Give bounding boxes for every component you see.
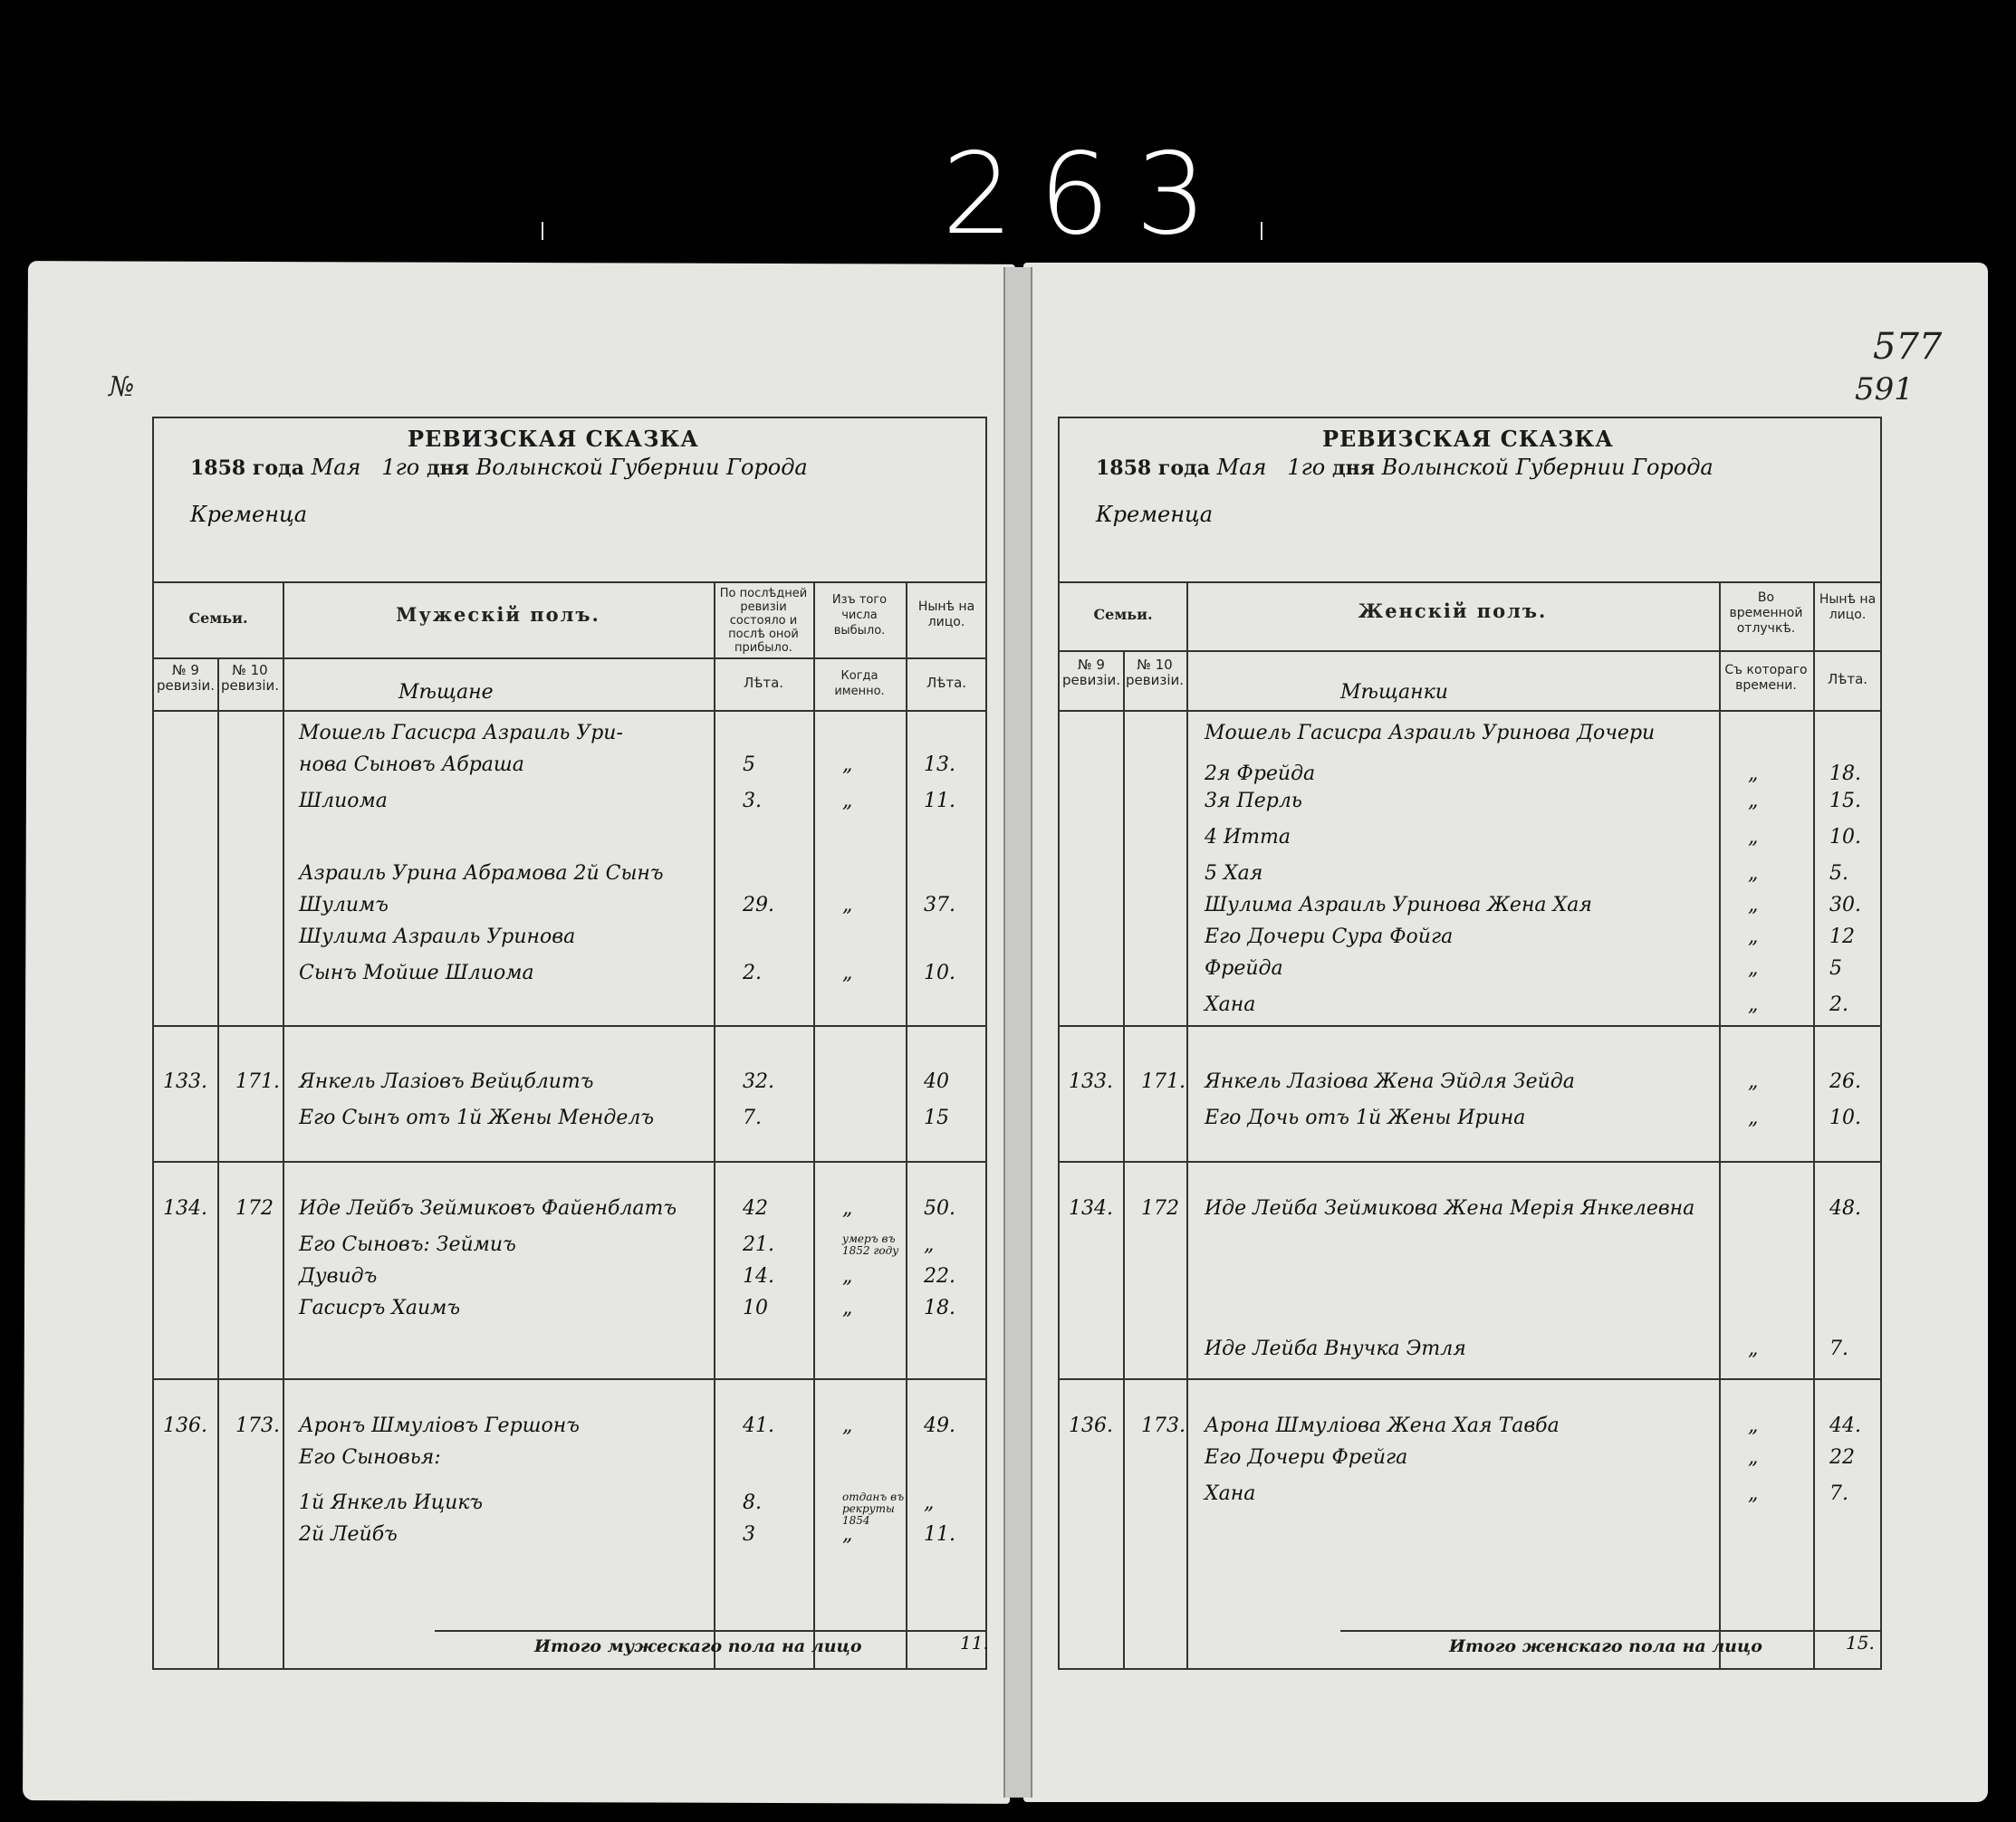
count-b: „ [842, 962, 853, 984]
count-a: 5 [743, 753, 755, 776]
rule [1060, 710, 1880, 712]
count-a: 7. [743, 1107, 762, 1129]
revision-10-number: 171. [235, 1070, 280, 1093]
form-header [1060, 418, 1880, 583]
count-c: 50. [924, 1197, 955, 1220]
person-name: Янкель Лазіова Жена Эйдля Зейда [1205, 1070, 1575, 1093]
count-b: умеръ въ 1852 году [842, 1232, 899, 1257]
count-c: 40 [924, 1070, 949, 1093]
rule [154, 657, 985, 659]
count-c: 10. [924, 962, 955, 984]
revision-9-number: 134. [163, 1197, 207, 1220]
count-a: „ [1748, 1070, 1759, 1093]
family-separator [1060, 1025, 1880, 1027]
count-b: „ [842, 894, 853, 916]
rev9-header: № 9 ревизіи. [1062, 657, 1120, 688]
count-c: 48. [1829, 1197, 1861, 1220]
count-c: 15 [924, 1107, 949, 1129]
book-gutter [1003, 267, 1032, 1798]
revision-9-number: 136. [1069, 1414, 1113, 1437]
form-title: РЕВИЗСКАЯ СКАЗКА [1322, 426, 1614, 452]
count-a: „ [1748, 993, 1759, 1016]
count-a: 3. [743, 790, 762, 812]
day: 1го [1287, 455, 1326, 480]
revision-10-number: 173. [1141, 1414, 1186, 1437]
count-a: 8. [743, 1491, 762, 1514]
count-c: 44. [1829, 1414, 1861, 1437]
left-revision-form [152, 417, 987, 1670]
col-divider [714, 581, 715, 1668]
count-c: 7. [1829, 1482, 1848, 1505]
absent-header: Во временной отлучкѣ. [1729, 590, 1803, 636]
col-divider [1719, 581, 1721, 1668]
count-c: 10. [1829, 1107, 1861, 1129]
now-header: Нынѣ на лицо. [1819, 592, 1877, 622]
person-name: Арона Шмуліова Жена Хая Тавба [1205, 1414, 1560, 1437]
person-name: Идe Лейба Зеймикова Жена Мерія Янкелевна [1205, 1197, 1695, 1220]
since-header: Съ котораго времени. [1724, 663, 1808, 693]
count-c: 26. [1829, 1070, 1861, 1093]
count-c: „ [924, 1491, 935, 1514]
count-c: 2. [1829, 993, 1848, 1016]
count-a: „ [1748, 957, 1759, 980]
revision-9-number: 136. [163, 1414, 207, 1437]
when-header: Когда именно. [834, 669, 885, 698]
revision-10-number: 172 [235, 1197, 274, 1220]
revision-9-number: 134. [1069, 1197, 1113, 1220]
count-c: 5 [1829, 957, 1842, 980]
count-b: „ [842, 790, 853, 812]
person-name: Шулима Азраиль Уринова [299, 925, 576, 948]
rev10-header: № 10 ревизіи. [221, 662, 279, 694]
family-separator [154, 1378, 985, 1380]
rev10-header: № 10 ревизіи. [1126, 657, 1184, 688]
count-b: „ [842, 1197, 853, 1220]
person-name: 4 Итта [1205, 826, 1291, 849]
person-name: Идe Лейба Внучка Этля [1205, 1338, 1466, 1360]
count-b: „ [842, 1414, 853, 1437]
family-separator [1060, 1161, 1880, 1163]
col-divider [1813, 581, 1815, 1668]
person-name: Сынъ Мойше Шлиома [299, 962, 534, 984]
revision-10-number: 171. [1141, 1070, 1186, 1093]
city: Кременца [1096, 502, 1214, 527]
count-c: 49. [924, 1414, 955, 1437]
person-name: Его Дочь отъ 1й Жены Ирина [1205, 1107, 1526, 1129]
footer-rule [435, 1630, 985, 1632]
count-c: 18. [1829, 762, 1861, 785]
date-line [190, 455, 808, 480]
form-header [154, 418, 985, 583]
now-header: Нынѣ на лицо. [917, 599, 975, 629]
scan-tick-mark [1261, 222, 1262, 240]
person-name: нова Сыновъ Абраша [299, 753, 524, 776]
person-name: Шулимъ [299, 894, 389, 916]
person-name: 2я Фрейда [1205, 762, 1316, 785]
person-name: Шлиома [299, 790, 388, 812]
person-name: Янкель Лазіовъ Вейцблитъ [299, 1070, 594, 1093]
count-b: „ [842, 1523, 853, 1546]
person-name: Хана [1205, 993, 1256, 1016]
footer-rule [1340, 1630, 1880, 1632]
count-c: 18. [924, 1297, 955, 1319]
col-divider [813, 581, 815, 1668]
family-separator [1060, 1378, 1880, 1380]
col-divider [283, 581, 284, 1668]
archive-page-number: 263 [942, 129, 1233, 260]
count-a: 14. [743, 1265, 774, 1288]
year: 1858 года [1096, 456, 1210, 480]
day: 1го [381, 455, 420, 480]
person-name: Его Дочери Фрейга [1205, 1446, 1408, 1469]
count-c: 5. [1829, 862, 1848, 885]
person-name: Его Сыновъ: Зеймиъ [299, 1233, 516, 1256]
category-label: Мѣщанки [1340, 681, 1448, 704]
person-name: 1й Янкель Ицикъ [299, 1491, 484, 1514]
person-name: Хана [1205, 1482, 1256, 1505]
person-name: Азраиль Урина Абрамова 2й Сынъ [299, 862, 664, 885]
month: Мая [1216, 455, 1267, 480]
count-b: отданъ въ рекруты 1854 [842, 1491, 905, 1527]
right-folio-number: 577 [1873, 326, 1943, 368]
count-a: „ [1748, 1338, 1759, 1360]
sex-header: Мужескій полъ. [396, 603, 600, 626]
sex-header: Женскій полъ. [1358, 599, 1548, 622]
person-name: 5 Хая [1205, 862, 1263, 885]
city: Кременца [190, 502, 308, 527]
date-line [1096, 455, 1714, 480]
revision-10-number: 172 [1141, 1197, 1179, 1220]
category-label: Мѣщане [398, 681, 494, 704]
count-c: 22. [924, 1265, 955, 1288]
count-c: 7. [1829, 1338, 1848, 1360]
count-c: 37. [924, 894, 955, 916]
years-header: Лѣта. [1827, 671, 1868, 687]
count-a: „ [1748, 925, 1759, 948]
count-c: 13. [924, 753, 955, 776]
count-c: 12 [1829, 925, 1855, 948]
day-word: дня [1331, 456, 1375, 480]
count-c: 30. [1829, 894, 1861, 916]
male-total-label: Итого мужескаго пола на лицо [534, 1636, 862, 1656]
revision-9-number: 133. [1069, 1070, 1113, 1093]
years2-header: Лѣта. [926, 675, 967, 691]
person-name: Дувидъ [299, 1265, 378, 1288]
family-separator [154, 1161, 985, 1163]
col-divider [1123, 650, 1125, 1668]
rev9-header: № 9 ревизіи. [157, 662, 215, 694]
person-name: Шулима Азраиль Уринова Жена Хая [1205, 894, 1592, 916]
families-header: Семьи. [1093, 606, 1153, 623]
right-revision-form [1058, 417, 1882, 1670]
count-a: 32. [743, 1070, 774, 1093]
years-header: Лѣта. [743, 675, 784, 691]
person-name: 3я Перль [1205, 790, 1302, 812]
person-name: Аронъ Шмуліовъ Гершонъ [299, 1414, 580, 1437]
female-total-label: Итого женскаго пола на лицо [1449, 1636, 1762, 1656]
count-b: „ [842, 1265, 853, 1288]
count-c: 15. [1829, 790, 1861, 812]
revision-10-number: 173. [235, 1414, 280, 1437]
person-name: Мошель Гасисра Азраиль Ури- [299, 722, 623, 744]
day-word: дня [426, 456, 469, 480]
male-total-value: 11. [960, 1632, 989, 1654]
count-c: 11. [924, 790, 955, 812]
province: Волынской Губернии Города [475, 455, 808, 480]
count-a: „ [1748, 790, 1759, 812]
count-a: „ [1748, 1446, 1759, 1469]
count-a: „ [1748, 894, 1759, 916]
left-corner-mark: № [109, 371, 135, 403]
last-rev-header: По послѣдней ревизіи состояло и послѣ оной прибыло. [719, 587, 808, 655]
col-divider [217, 657, 219, 1668]
rule [154, 710, 985, 712]
person-name: Гасисръ Хаимъ [299, 1297, 461, 1319]
person-name: 2й Лейбъ [299, 1523, 398, 1546]
count-a: 41. [743, 1414, 774, 1437]
family-separator [154, 1025, 985, 1027]
count-a: „ [1748, 862, 1759, 885]
province: Волынской Губернии Города [1381, 455, 1714, 480]
count-a: 42 [743, 1197, 768, 1220]
revision-9-number: 133. [163, 1070, 207, 1093]
count-a: „ [1748, 1414, 1759, 1437]
person-name: Идe Лейбъ Зеймиковъ Файенблатъ [299, 1197, 677, 1220]
count-b: „ [842, 1297, 853, 1319]
col-divider [1186, 581, 1188, 1668]
year: 1858 года [190, 456, 304, 480]
count-c: „ [924, 1233, 935, 1256]
count-a: „ [1748, 1482, 1759, 1505]
count-c: 10. [1829, 826, 1861, 849]
right-folio-number-old: 591 [1855, 371, 1914, 408]
female-total-value: 15. [1846, 1632, 1875, 1654]
month: Мая [311, 455, 361, 480]
person-name: Его Сыновья: [299, 1446, 441, 1469]
count-a: 21. [743, 1233, 774, 1256]
count-c: 22 [1829, 1446, 1855, 1469]
scan-tick-mark [542, 222, 543, 240]
form-title: РЕВИЗСКАЯ СКАЗКА [408, 426, 699, 452]
count-c: 11. [924, 1523, 955, 1546]
count-a: 10 [743, 1297, 768, 1319]
person-name: Его Дочери Сура Фойга [1205, 925, 1454, 948]
count-a: 3 [743, 1523, 755, 1546]
person-name: Фрейда [1205, 957, 1283, 980]
left-from-header: Изъ того числа выбыло. [831, 593, 888, 638]
person-name: Мошель Гасисра Азраиль Уринова Дочери [1205, 722, 1656, 744]
count-a: 2. [743, 962, 762, 984]
count-a: „ [1748, 762, 1759, 785]
count-a: 29. [743, 894, 774, 916]
count-a: „ [1748, 826, 1759, 849]
families-header: Семьи. [188, 609, 248, 627]
rule [1060, 650, 1880, 652]
count-a: „ [1748, 1107, 1759, 1129]
person-name: Его Сынъ отъ 1й Жены Менделъ [299, 1107, 655, 1129]
count-b: „ [842, 753, 853, 776]
